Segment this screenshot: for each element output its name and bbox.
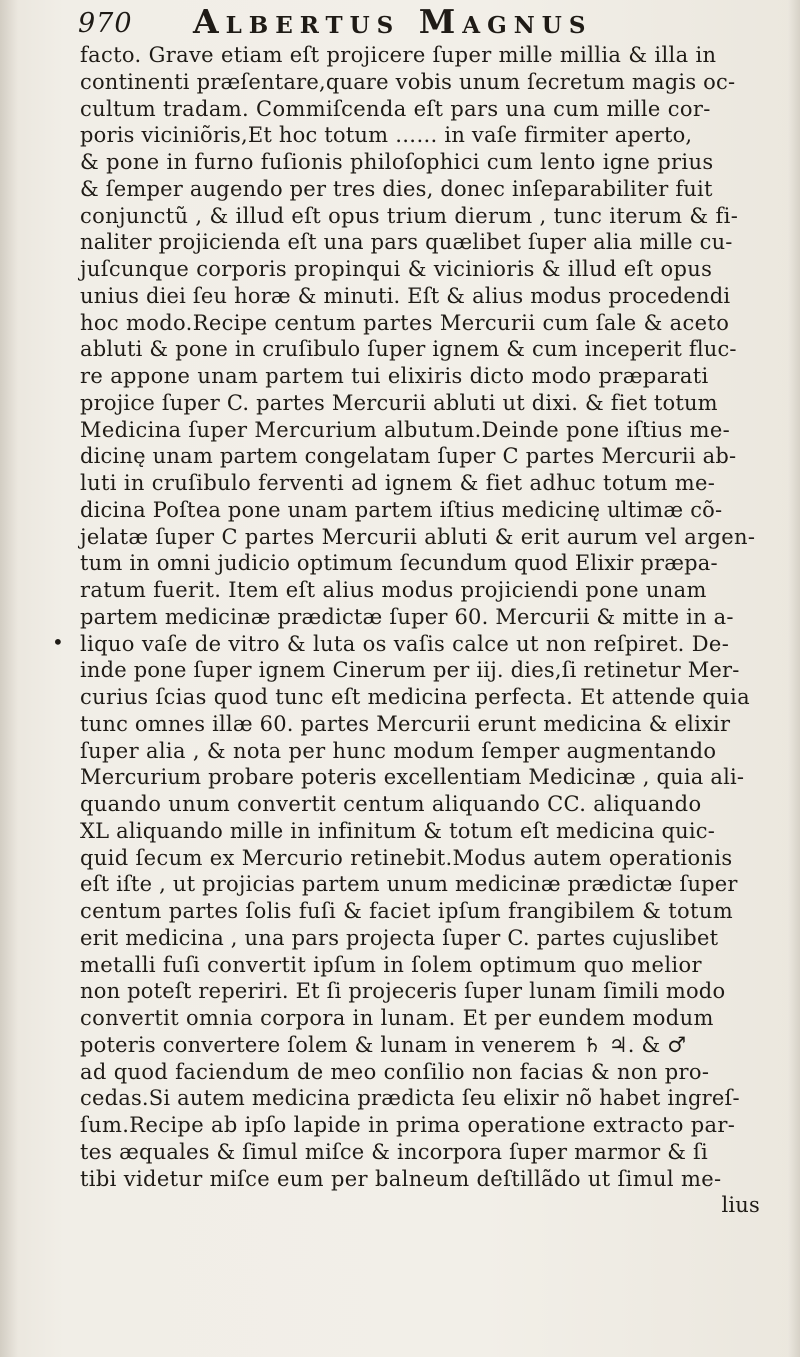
text-line: cultum tradam. Commiſcenda eſt pars una cum mille cor-: [80, 96, 711, 121]
text-line: ſuper alia , & nota per hunc modum ſemper augmentando: [80, 738, 717, 763]
text-line: eſt iſte , ut projicias partem unum medicinæ prædictæ ſuper: [80, 872, 738, 897]
text-line: juſcunque corporis propinqui & vicinioris & illud eſt opus: [80, 257, 713, 281]
text-line: hoc modo.Recipe centum partes Mercurii cum ſale & aceto: [80, 310, 730, 335]
text-line: luti in cruſibulo ferventi ad ignem & fiet adhuc totum me-: [80, 471, 716, 495]
text-line: projice ſuper C. partes Mercurii abluti ut dixi. & fiet totum: [80, 390, 718, 415]
text-line: inde pone ſuper ignem Cinerum per iij. dies,ſi retinetur Mer-: [80, 658, 740, 683]
text-line: lius: [721, 1193, 760, 1218]
text-line: & ſemper augendo per tres dies, donec inſeparabiliter fuit: [80, 176, 713, 201]
text-line: XL aliquando mille in infinitum & totum eſt medicina quic-: [80, 818, 716, 843]
text-line: jelatæ ſuper C partes Mercurii abluti & erit aurum vel argen-: [80, 524, 756, 549]
text-line: re appone unam partem tui elixiris dicto modo præparati: [80, 364, 709, 388]
text-line: quid ſecum ex Mercurio retinebit.Modus autem operationis: [80, 845, 733, 870]
text-line: non poteſt reperiri. Et ſi projeceris ſuper lunam ſimili modo: [80, 979, 726, 1004]
text-line: naliter projicienda eſt una pars quælibet ſuper alia mille cu-: [80, 230, 733, 255]
text-line: ratum fuerit. Item eſt alius modus projiciendi pone unam: [80, 578, 707, 602]
text-line: liquo vaſe de vitro & luta os vaſis calce ut non reſpiret. De-: [80, 631, 730, 656]
text-line: dicina Poſtea pone unam partem iſtius medicinę ultimæ cõ-: [80, 497, 723, 522]
text-line: centum partes ſolis fuſi & faciet ipſum frangibilem & totum: [80, 899, 733, 923]
text-line: erit medicina , una pars projecta ſuper C. partes cujuslibet: [80, 925, 719, 950]
text-line: ad quod faciendum de meo conſilio non facias & non pro-: [80, 1059, 710, 1084]
text-line: continenti præſentare,quare vobis unum ſecretum magis oc-: [80, 69, 736, 94]
margin-mark: •: [52, 630, 64, 654]
text-line: conjunctũ , & illud eſt opus trium dierum , tunc iterum & fi-: [80, 203, 739, 228]
text-line: poris viciniõris,Et hoc totum …… in vaſe firmiter aperto,: [80, 123, 693, 148]
text-line: tum in omni judicio optimum ſecundum quod Elixir præpa-: [80, 551, 718, 576]
text-line: tibi videtur miſce eum per balneum deſtillãdo ut ſimul me-: [80, 1166, 722, 1191]
page-number: 970: [78, 8, 133, 39]
body-text: [80, 42, 770, 1219]
text-line: Mercurium probare poteris excellentiam Medicinæ , quia ali-: [80, 765, 745, 790]
text-line: dicinę unam partem congelatam ſuper C partes Mercurii ab-: [80, 444, 737, 469]
text-line: facto. Grave etiam eſt projicere ſuper mille millia & illa in: [80, 43, 717, 67]
text-line: cedas.Si autem medicina prædicta ſeu elixir nõ habet ingreſ-: [80, 1086, 740, 1111]
text-line: metalli fuſi convertit ipſum in ſolem optimum quo melior: [80, 952, 702, 977]
page-header: [78, 2, 738, 42]
page-edge-shadow: [788, 0, 800, 1357]
text-line: abluti & pone in cruſibulo ſuper ignem & cum inceperit fluc-: [80, 337, 737, 362]
text-line: curius ſcias quod tunc eſt medicina perfecta. Et attende quia: [80, 685, 750, 709]
text-line: partem medicinæ prædictæ ſuper 60. Mercurii & mitte in a-: [80, 604, 734, 629]
text-line: & pone in furno fuſionis philoſophici cum lento igne prius: [80, 150, 714, 174]
page-gutter-shadow: [0, 0, 18, 1357]
text-line: Medicina ſuper Mercurium albutum.Deinde pone iſtius me-: [80, 417, 731, 442]
text-line: tes æquales & ſimul miſce & incorpora ſuper marmor & ſi: [80, 1139, 708, 1164]
text-line: tunc omnes illæ 60. partes Mercurii erunt medicina & elixir: [80, 711, 731, 736]
text-line: convertit omnia corpora in lunam. Et per eundem modum: [80, 1006, 714, 1030]
text-line: quando unum convertit centum aliquando CC. aliquando: [80, 792, 702, 816]
running-head: Albertus Magnus: [193, 2, 593, 41]
text-line: unius diei ſeu horæ & minuti. Eſt & alius modus procedendi: [80, 283, 731, 308]
text-line: ſum.Recipe ab ipſo lapide in prima operatione extracto par-: [80, 1113, 736, 1137]
text-line: poteris convertere ſolem & lunam in venerem ♄ ♃. & ♂: [80, 1032, 687, 1057]
